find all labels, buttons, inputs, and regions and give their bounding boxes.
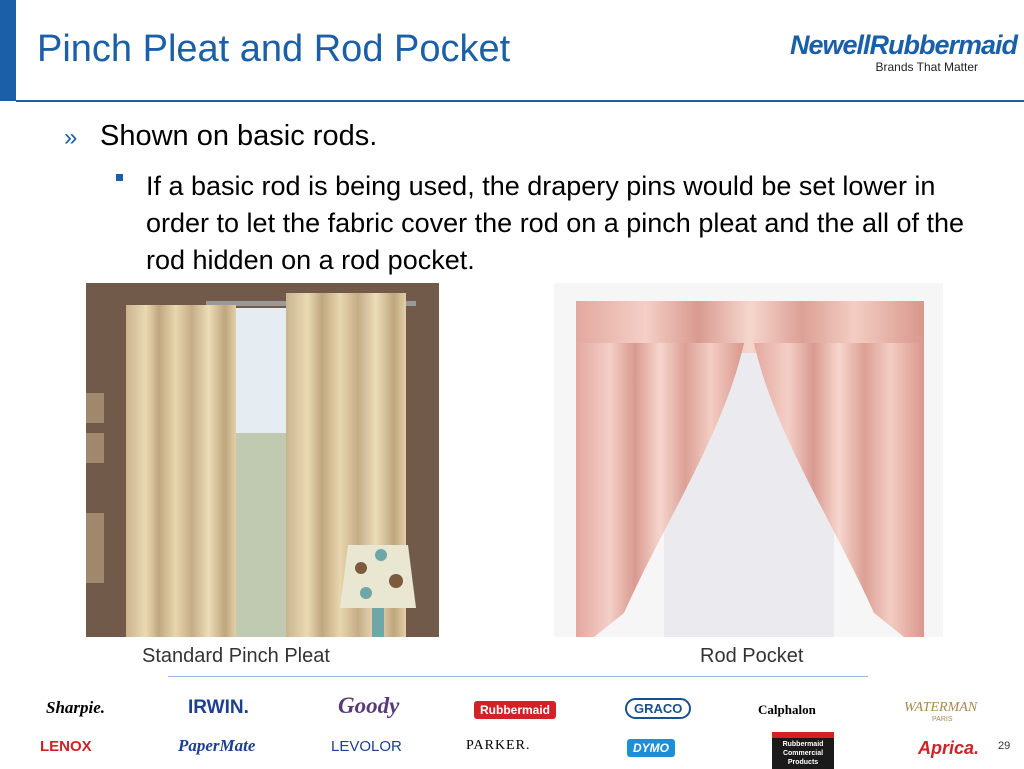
brand-graco-logo: GRACO [625,698,691,719]
chevron-bullet-icon: » [64,124,78,151]
brand-papermate-logo: PaperMate [178,736,256,755]
logo-wordmark: NewellRubbermaid [790,30,1018,60]
brand-parker-logo: PARKER. [466,738,531,753]
brand-divider [168,676,868,677]
bullet-level1-text: Shown on basic rods. [100,120,378,152]
pinch-pleat-photo [86,283,439,637]
bullet-level2-text: If a basic rod is being used, the drapery pins would be set lower in order to let the fabric cover the rod on a pinch pleat and the all of the rod hidden on a rod pocket. [146,171,965,275]
brand-waterman-subtitle: PARIS [932,716,953,723]
rod-pocket-photo [554,283,943,637]
header-accent-bar [0,0,16,101]
brand-lenox-logo: LENOX [40,738,92,755]
brand-sharpie-logo: Sharpie. [46,698,106,717]
brand-goody-logo: Goody [338,693,400,718]
brand-levolor-logo: LEVOLOR [331,738,402,755]
logo-tagline: Brands That Matter [875,60,978,74]
square-bullet-icon [116,174,123,181]
brand-irwin-logo: IRWIN. [188,697,249,718]
newell-rubbermaid-logo [790,30,1018,76]
slide-title: Pinch Pleat and Rod Pocket [37,28,511,70]
brand-dymo-logo: DYMO [627,739,675,757]
brand-rubbermaid-logo: Rubbermaid [474,701,556,719]
header-divider [16,100,1024,102]
rod-pocket-illustration [554,283,943,637]
brand-aprica-logo: Aprica. [918,738,980,758]
brand-waterman-logo: WATERMAN [904,700,978,715]
caption-pinch-pleat: Standard Pinch Pleat [142,645,330,667]
brand-rubbermaid-commercial-logo: Rubbermaid Commercial Products [772,732,834,769]
brand-calphalon-logo: Calphalon [758,702,816,717]
page-number: 29 [998,740,1011,752]
pinch-pleat-illustration [86,283,439,637]
caption-rod-pocket: Rod Pocket [700,645,804,667]
